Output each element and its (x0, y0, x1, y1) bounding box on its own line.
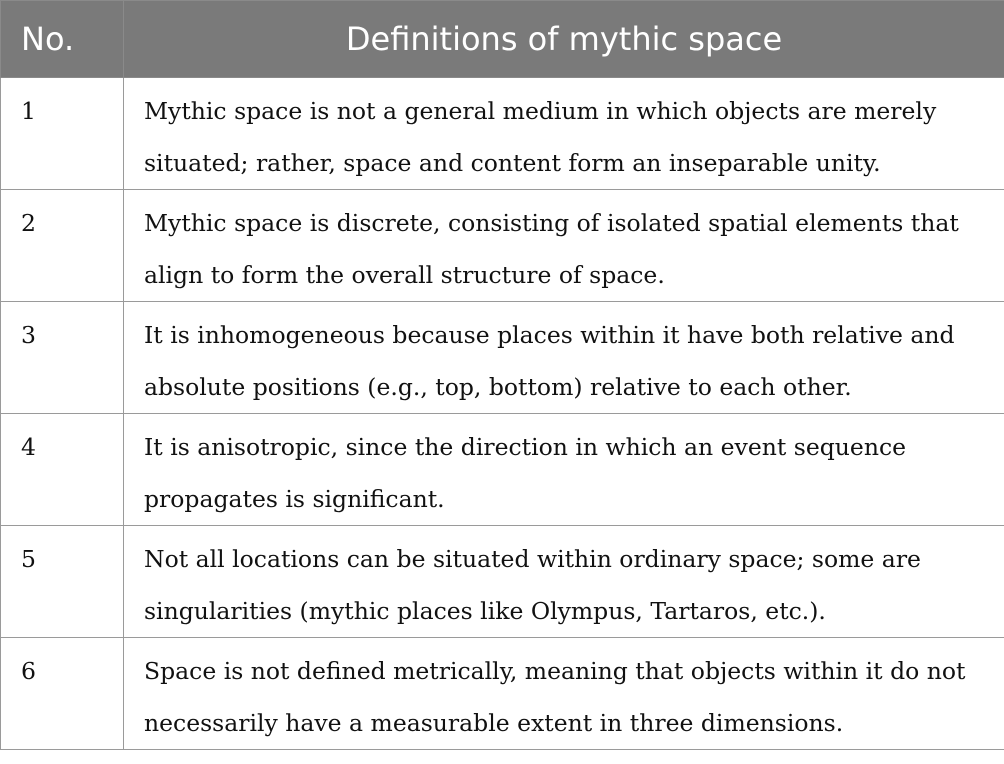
header-definitions: Definitions of mythic space (124, 1, 1004, 78)
row-number: 3 (1, 302, 124, 414)
table-row (1, 414, 1004, 526)
row-definition: Space is not defined metrically, meaning that objects within it do not necessarily have a measurable extent in three dimensions. (124, 638, 1004, 750)
row-definition: It is anisotropic, since the direction in which an event sequence propagates is significant. (124, 414, 1004, 526)
table-row (1, 78, 1004, 190)
table-row (1, 190, 1004, 302)
row-definition: Mythic space is discrete, consisting of isolated spatial elements that align to form the overall structure of space. (124, 190, 1004, 302)
table-row (1, 638, 1004, 750)
row-number: 5 (1, 526, 124, 638)
header-no: No. (1, 1, 124, 78)
row-number: 2 (1, 190, 124, 302)
row-definition: Mythic space is not a general medium in which objects are merely situated; rather, space and content form an inseparable unity. (124, 78, 1004, 190)
table-row (1, 526, 1004, 638)
row-number: 1 (1, 78, 124, 190)
row-definition: It is inhomogeneous because places within it have both relative and absolute positions (e.g., top, bottom) relative to each other. (124, 302, 1004, 414)
row-definition: Not all locations can be situated within ordinary space; some are singularities (mythic places like Olympus, Tartaros, etc.). (124, 526, 1004, 638)
table-row (1, 302, 1004, 414)
row-number: 6 (1, 638, 124, 750)
row-number: 4 (1, 414, 124, 526)
header-row (1, 1, 1004, 78)
